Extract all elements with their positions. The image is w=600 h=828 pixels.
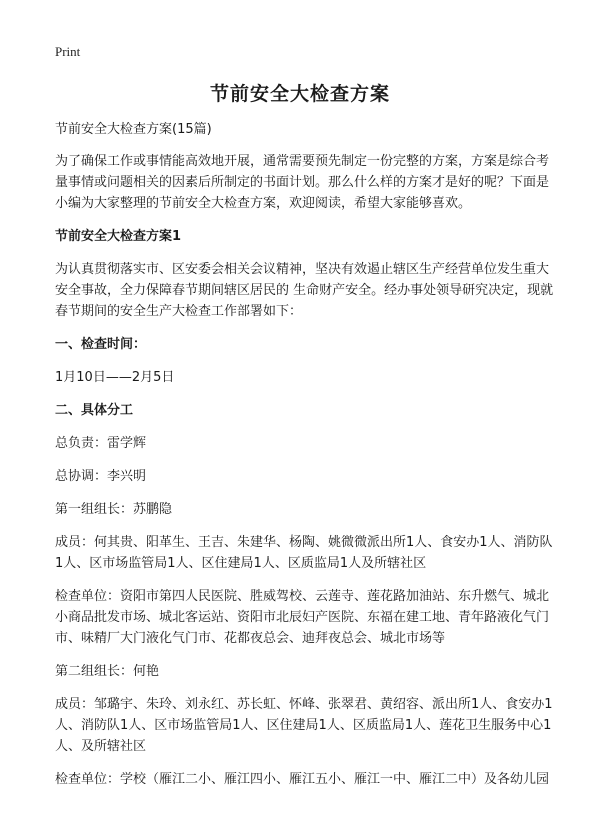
group1-members: 成员：何其贵、阳革生、王吉、朱建华、杨陶、姚微微派出所1人、食安办1人、消防队1人、区市场监管局1人、区住建局1人、区质监局1人及所辖社区 [55, 535, 553, 571]
inspection-time-value: 1月10日——2月5日 [55, 370, 175, 385]
heading-division: 二、具体分工 [55, 403, 134, 418]
document-body [55, 119, 555, 802]
group2-members: 成员：邹璐宇、朱玲、刘永红、苏长虹、怀峰、张翠君、黄绍容、派出所1人、食安办1人、消防队1人、区市场监管局1人、区住建局1人、区质监局1人、莲花卫生服务中心1人、及所辖社区 [55, 697, 553, 754]
group1-units: 检查单位：资阳市第四人民医院、胜威驾校、云莲寺、莲花路加油站、东升燃气、城北小商品批发市场、城北客运站、资阳市北辰妇产医院、东福在建工地、青年路液化气门市、味精厂大门液化气门市、花都夜总会、迪拜夜总会、城北市场等 [55, 589, 550, 646]
group2-units: 检查单位：学校（雁江二小、雁江四小、雁江五小、雁江一中、雁江二中）及各幼儿园 [55, 772, 550, 787]
intro-paragraph: 为了确保工作或事情能高效地开展，通常需要预先制定一份完整的方案，方案是综合考量事情或问题相关的因素后所制定的书面计划。那么什么样的方案才是好的呢？下面是小编为大家整理的节前安全大检查方案，欢迎阅读，希望大家能够喜欢。 [55, 154, 550, 211]
document-subtitle: 节前安全大检查方案(15篇) [55, 122, 212, 137]
print-link[interactable]: Print [55, 44, 81, 59]
group1-leader: 第一组组长：苏鹏隐 [55, 502, 173, 517]
coordinator: 总协调：李兴明 [55, 469, 147, 484]
section-intro-paragraph: 为认真贯彻落实市、区安委会相关会议精神，坚决有效遏止辖区生产经营单位发生重大安全事故，全力保障春节期间辖区居民的 生命财产安全。经办事处领导研究决定，现就春节期间的安全生产大检查工作部署如下： [55, 262, 554, 319]
heading-inspection-time: 一、检查时间： [55, 337, 147, 352]
group2-leader: 第二组组长：何艳 [55, 664, 160, 679]
section-title: 节前安全大检查方案1 [55, 229, 182, 244]
page-title: 节前安全大检查方案 [209, 83, 390, 105]
chief-responsible: 总负责：雷学辉 [55, 436, 147, 451]
